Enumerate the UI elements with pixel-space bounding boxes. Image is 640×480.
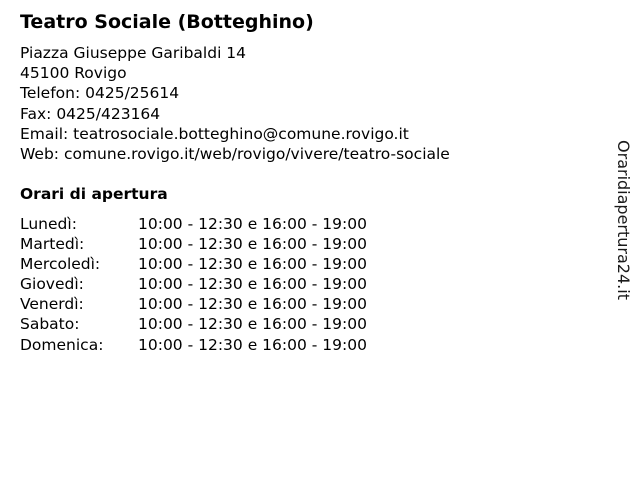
day-hours: 10:00 - 12:30 e 16:00 - 19:00 bbox=[138, 295, 367, 314]
day-hours: 10:00 - 12:30 e 16:00 - 19:00 bbox=[138, 215, 367, 233]
day-hours: 10:00 - 12:30 e 16:00 - 19:00 bbox=[138, 255, 367, 274]
site-watermark: Oraridiapertura24.it bbox=[614, 140, 633, 300]
phone-number: Telefon: 0425/25614 bbox=[20, 84, 180, 103]
website-url: Web: comune.rovigo.it/web/rovigo/vivere/teatro-sociale bbox=[20, 144, 450, 163]
day-hours: 10:00 - 12:30 e 16:00 - 19:00 bbox=[138, 235, 367, 254]
address-line-street: Piazza Giuseppe Garibaldi 14 bbox=[20, 44, 247, 62]
contact-block bbox=[20, 43, 450, 164]
day-label: Mercoledì: bbox=[20, 255, 101, 274]
day-label: Domenica: bbox=[20, 335, 104, 354]
day-label: Martedì: bbox=[20, 235, 85, 254]
day-label: Venerdì: bbox=[20, 295, 84, 314]
day-hours: 10:00 - 12:30 e 16:00 - 19:00 bbox=[138, 275, 367, 294]
day-hours: 10:00 - 12:30 e 16:00 - 19:00 bbox=[138, 335, 367, 354]
fax-number: Fax: 0425/423164 bbox=[20, 104, 161, 123]
venue-title: Teatro Sociale (Botteghino) bbox=[20, 11, 314, 33]
day-label: Sabato: bbox=[20, 315, 80, 334]
day-hours: 10:00 - 12:30 e 16:00 - 19:00 bbox=[138, 315, 367, 334]
day-label: Giovedì: bbox=[20, 275, 84, 294]
day-label: Lunedì: bbox=[20, 215, 77, 233]
opening-hours-heading: Orari di apertura bbox=[20, 185, 168, 203]
email-address: Email: teatrosociale.botteghino@comune.rovigo.it bbox=[20, 124, 409, 143]
address-line-city: 45100 Rovigo bbox=[20, 64, 127, 83]
